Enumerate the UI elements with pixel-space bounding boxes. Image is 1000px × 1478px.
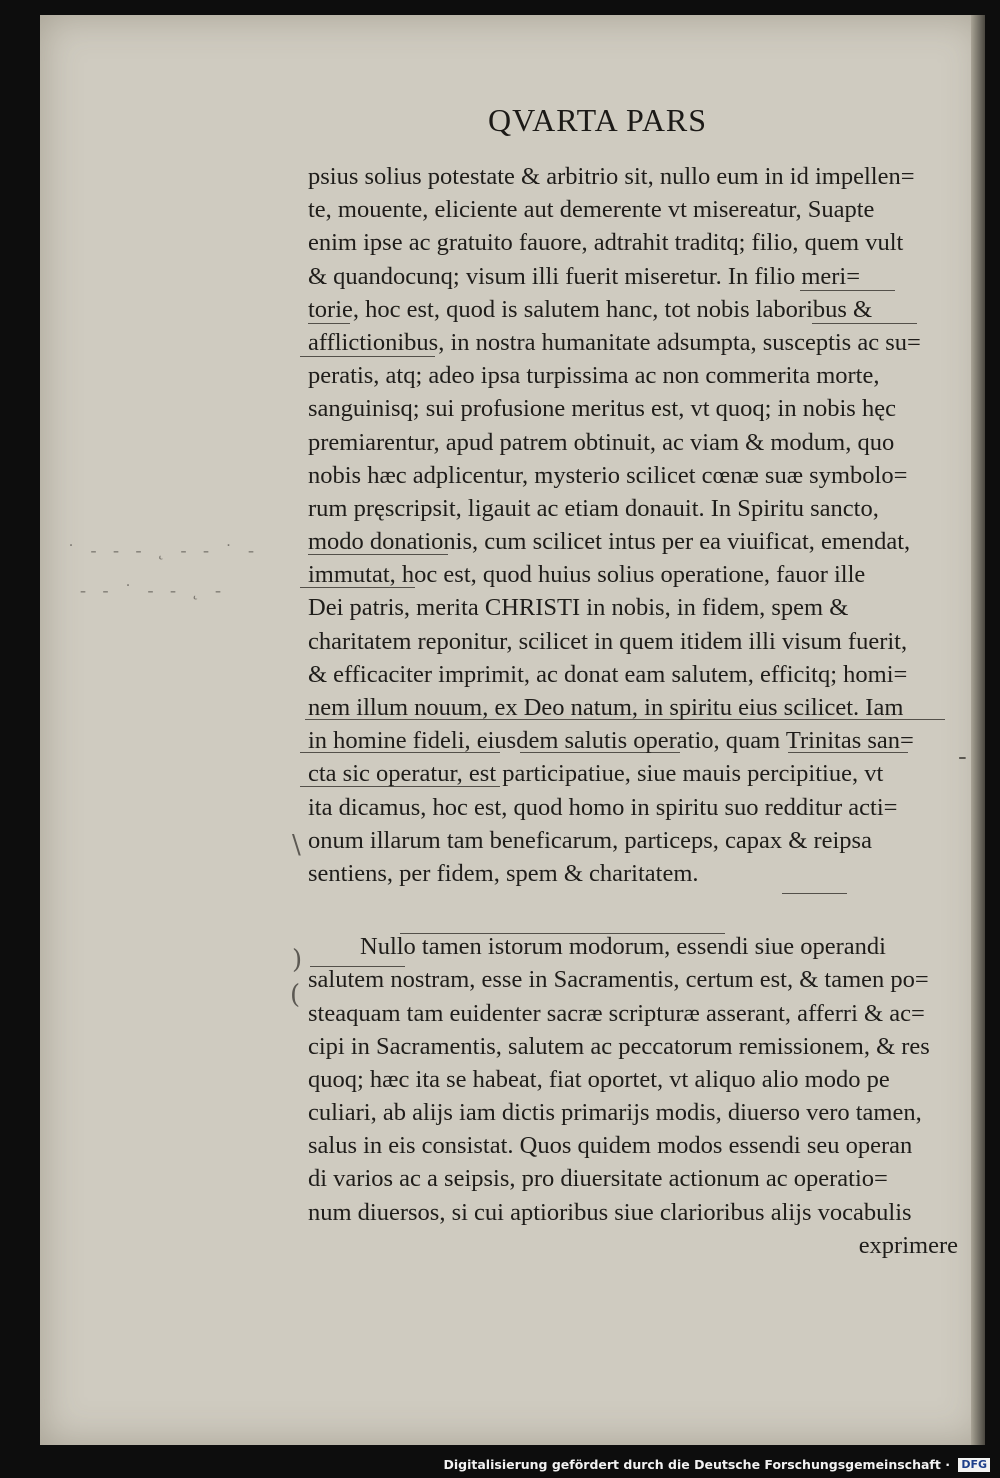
text-line: Nullo tamen istorum modorum, essendi siue operandi [360,933,886,961]
text-line: premiarentur, apud patrem obtinuit, ac viam & modum, quo [308,428,895,456]
text-line: salutem nostram, esse in Sacramentis, certum est, & tamen po= [308,966,929,994]
text-line: num diuersos, si cui aptioribus siue clarioribus alijs vocabulis [308,1198,912,1226]
text-line: sentiens, per fidem, spem & charitatem. [308,859,699,887]
text-line: enim ipse ac gratuito fauore, adtrahit traditq; filio, quem vult [308,229,904,257]
digitization-credit: Digitalisierung gefördert durch die Deutsche Forschungsgemeinschaft · DFG [444,1457,991,1473]
handwritten-underline [812,323,917,324]
text-line: onum illarum tam beneficarum, particeps, capax & reipsa [308,826,872,854]
text-line: culiari, ab alijs iam dictis primarijs modis, diuerso vero tamen, [308,1099,922,1127]
text-line: charitatem reponitur, scilicet in quem itidem illi visum fuerit, [308,627,908,655]
text-line: & quandocunq; visum illi fuerit miseretur. In filio meri= [308,262,861,290]
handwritten-underline [300,356,435,357]
margin-bracket-mark: ( [290,980,301,1010]
text-line: psius solius potestate & arbitrio sit, nullo eum in id impellen= [308,163,915,190]
marginal-annotation: ˙ - - - ˛ - - ˙ - [68,540,260,560]
text-line: di varios ac a seipsis, pro diuersitate actionum ac operatio= [308,1165,888,1193]
handwritten-underline [305,719,945,720]
text-line: cta sic operatur, est participatiue, siue mauis percipitiue, vt [308,760,884,788]
text-line: modo donationis, cum scilicet intus per ea viuificat, emendat, [308,528,911,556]
handwritten-underline [800,290,895,291]
running-head: QVARTA PARS [488,102,708,138]
handwritten-underline [300,752,500,753]
paragraph-break [308,890,958,930]
text-line: te, mouente, eliciente aut demerente vt misereatur, Suapte [308,196,875,224]
text-line: nobis hæc adplicentur, mysterio scilicet cœnæ suæ symbolo= [308,461,908,489]
text-line: in homine fideli, eiusdem salutis operatio, quam Trinitas san= [308,727,914,755]
text-line: & efficaciter imprimit, ac donat eam salutem, efficitq; homi= [308,660,908,688]
text-line: afflictionibus, in nostra humanitate adsumpta, susceptis ac su= [308,328,921,356]
text-line: sanguinisq; sui profusione meritus est, vt quoq; in nobis hęc [308,395,896,423]
handwritten-underline [310,966,405,967]
handwritten-underline [300,786,500,787]
handwritten-underline [520,752,680,753]
dfg-logo: DFG [958,1458,990,1472]
text-line: salus in eis consistat. Quos quidem modos essendi seu operan [308,1132,913,1160]
handwritten-underline [788,752,908,753]
text-line: Dei patris, merita CHRISTI in nobis, in fidem, spem & [308,594,849,622]
text-line: cipi in Sacramentis, salutem ac peccatorum remissionem, & res [308,1032,930,1060]
handwritten-underline [308,554,448,555]
text-line: steaquam tam euidenter sacræ scripturæ asserant, afferri & ac= [308,999,925,1027]
text-line: nem illum nouum, ex Deo natum, in spiritu eius scilicet. Iam [308,694,904,721]
handwritten-underline [400,933,725,934]
catchword: exprimere [858,1231,958,1259]
main-text-block [308,160,958,1262]
text-line: immutat, hoc est, quod huius solius operatione, fauor ille [308,561,866,589]
text-line: peratis, atq; adeo ipsa turpissima ac non commerita morte, [308,362,880,390]
margin-bracket-mark: \ [292,830,301,860]
credit-text: Digitalisierung gefördert durch die Deutsche Forschungsgemeinschaft [443,1456,941,1472]
marginal-annotation: - - ˙ - - ˛ - [80,580,227,600]
text-line: torie, hoc est, quod is salutem hanc, tot nobis laboribus & [308,295,873,323]
margin-dash-mark: - [958,742,967,772]
text-line: ita dicamus, hoc est, quod homo in spiritu suo redditur acti= [308,793,898,821]
page-spine-shadow [971,15,985,1445]
handwritten-underline [782,893,847,894]
text-line: rum pręscripsit, ligauit ac etiam donauit. In Spiritu sancto, [308,494,879,522]
margin-bracket-mark: ) [292,945,303,975]
handwritten-underline [300,587,415,588]
text-line: quoq; hæc ita se habeat, fiat oportet, vt aliquo alio modo pe [308,1065,890,1093]
handwritten-underline [308,323,350,324]
